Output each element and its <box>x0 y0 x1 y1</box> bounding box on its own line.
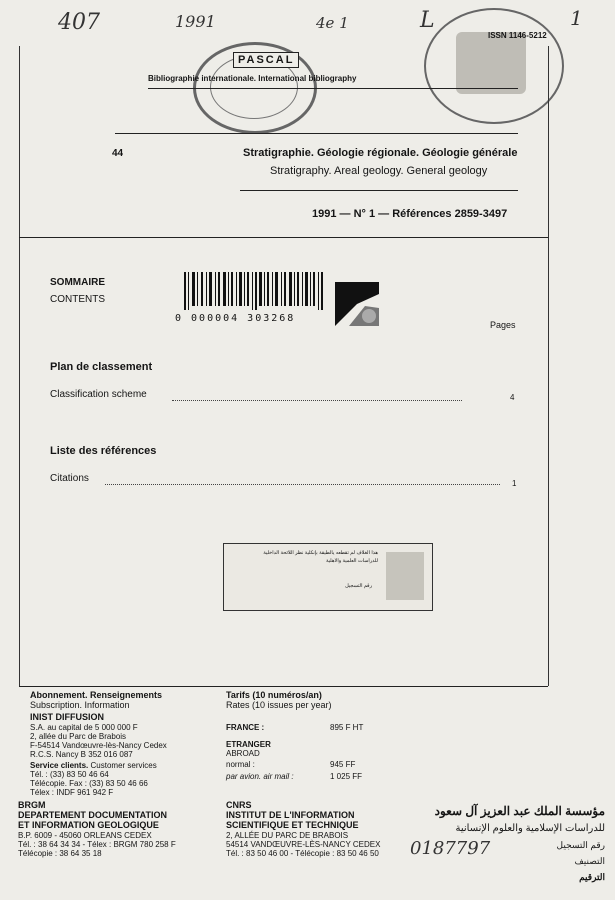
air-mail-label: par avion. air mail : <box>226 772 294 781</box>
classification-page: 4 <box>510 393 515 402</box>
handwritten-registration: 0187797 <box>410 838 491 859</box>
references-heading: Liste des références <box>50 445 157 457</box>
inist-line-2: 2, allée du Parc de Brabois <box>30 732 127 741</box>
rates-heading-fr: Tarifs (10 numéros/an) <box>226 690 322 700</box>
section-number: 44 <box>112 148 124 159</box>
brgm-dept-2: ET INFORMATION GEOLOGIQUE <box>18 820 159 830</box>
arabic-line-3: رقم التسجيل <box>556 840 605 850</box>
stamp-arabic-line2: للدراسات العلمية والاهلية <box>325 558 378 564</box>
stamp-arabic-line1: هذا الغلاف لم تقطعه يالطيقة بإنكلية نظر اللائحة الداخلية <box>263 550 378 556</box>
inist-fax: Télécopie. Fax : (33) 83 50 46 66 <box>30 779 148 788</box>
service-en: Customer services <box>90 761 157 770</box>
library-registration-box <box>223 543 433 611</box>
cnrs-line-3: Tél. : 83 50 46 00 - Télécopie : 83 50 46 50 <box>226 849 379 858</box>
rates-heading-en: Rates (10 issues per year) <box>226 700 332 710</box>
air-mail-value: 1 025 FF <box>330 772 363 781</box>
brgm-name: BRGM <box>18 800 46 810</box>
pascal-logo: PASCAL <box>233 52 299 68</box>
subscription-heading-en: Subscription. Information <box>30 700 130 710</box>
etranger-label: ETRANGER <box>226 740 271 749</box>
inist-org: INIST DIFFUSION <box>30 712 104 722</box>
handwritten-year: 1991 <box>175 12 216 31</box>
plan-heading: Plan de classement <box>50 361 153 373</box>
handwritten-issue: 4e 1 <box>316 14 349 32</box>
brgm-line-3: Télécopie : 38 64 35 18 <box>18 849 102 858</box>
barcode-number: 0 000004 303268 <box>175 313 296 324</box>
sommaire-heading: SOMMAIRE <box>50 277 105 288</box>
barcode-bars <box>184 272 330 310</box>
cnrs-line-1: 2, ALLÉE DU PARC DE BRABOIS <box>226 831 349 840</box>
cnrs-inst-1: INSTITUT DE L'INFORMATION <box>226 810 355 820</box>
normal-label: normal : <box>226 760 255 769</box>
inist-line-4: R.C.S. Nancy B 352 016 087 <box>30 750 133 759</box>
subscription-heading-fr: Abonnement. Renseignements <box>30 690 163 700</box>
handwritten-corner: 1 <box>570 6 583 30</box>
citations-page: 1 <box>512 479 517 488</box>
header-subtitle: Bibliographie internationale. International bibliography <box>148 74 357 83</box>
section-title-fr: Stratigraphie. Géologie régionale. Géologie générale <box>243 147 518 159</box>
france-value: 895 F HT <box>330 723 364 732</box>
section-title-en: Stratigraphy. Areal geology. General geology <box>270 165 488 177</box>
cnrs-line-2: 54514 VANDŒUVRE-LÈS-NANCY CEDEX <box>226 840 381 849</box>
brgm-line-1: B.P. 6009 - 45060 ORLEANS CEDEX <box>18 831 152 840</box>
cnrs-inst-2: SCIENTIFIQUE ET TECHNIQUE <box>226 820 359 830</box>
cnrs-name: CNRS <box>226 800 252 810</box>
pages-label: Pages <box>490 320 516 330</box>
citations-leader <box>105 484 500 485</box>
arabic-line-5: الترقيم <box>579 872 605 882</box>
issue-line: 1991 — N° 1 — Références 2859-3497 <box>312 208 508 220</box>
frame-bottom <box>19 686 548 687</box>
france-label: FRANCE : <box>226 723 265 732</box>
normal-value: 945 FF <box>330 760 356 769</box>
brgm-dept-1: DEPARTEMENT DOCUMENTATION <box>18 810 167 820</box>
arabic-line-2: للدراسات الإسلامية والعلوم الإنسانية <box>455 823 605 834</box>
barcode <box>184 272 330 310</box>
brgm-line-2: Tél. : 38 64 34 34 - Télex : BRGM 780 258 F <box>18 840 176 849</box>
stamp-arabic-line3: رقم التسجيل <box>345 583 372 589</box>
classification-leader <box>172 400 462 401</box>
publisher-emblem <box>335 282 379 326</box>
service-fr: Service clients. <box>30 761 89 770</box>
frame-divider <box>19 237 548 238</box>
contents-heading: CONTENTS <box>50 294 105 305</box>
inist-line-1: S.A. au capital de 5 000 000 F <box>30 723 138 732</box>
emblem-icon <box>335 282 379 326</box>
arabic-line-4: التصنيف <box>574 856 605 866</box>
classification-entry[interactable]: Classification scheme <box>50 389 147 400</box>
handwritten-number: 407 <box>58 10 100 35</box>
handwritten-letter: L <box>420 8 435 33</box>
inist-telex: Télex : INDF 961 942 F <box>30 788 114 797</box>
stamp-emblem <box>386 552 424 600</box>
citations-entry[interactable]: Citations <box>50 473 89 484</box>
abroad-label: ABROAD <box>226 749 260 758</box>
arabic-foundation: مؤسسة الملك عبد العزيز آل سعود <box>434 804 605 818</box>
issn-label: ISSN 1146-5212 <box>488 31 547 40</box>
inist-tel: Tél. : (33) 83 50 46 64 <box>30 770 109 779</box>
inist-line-3: F-54514 Vandœuvre-lès-Nancy Cedex <box>30 741 167 750</box>
